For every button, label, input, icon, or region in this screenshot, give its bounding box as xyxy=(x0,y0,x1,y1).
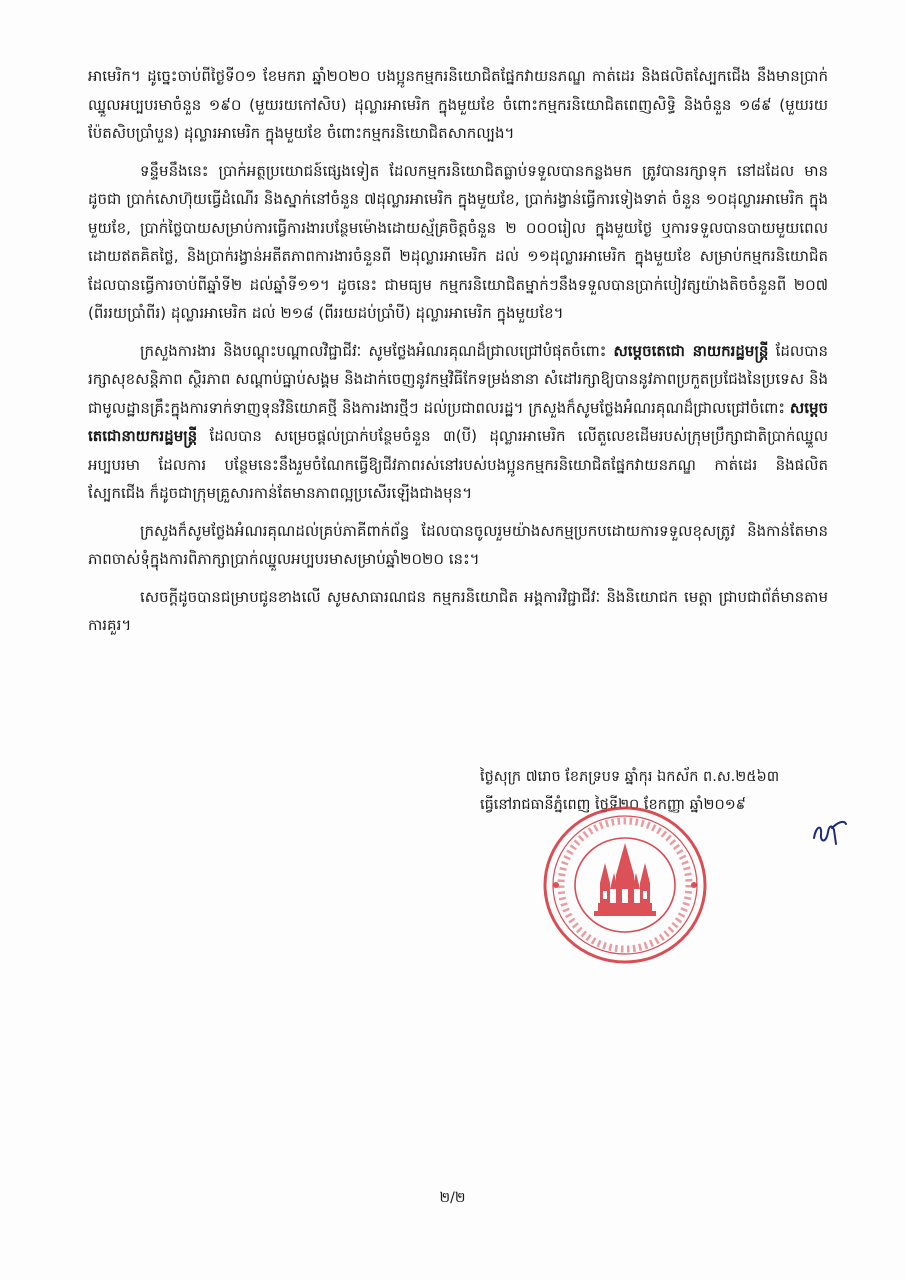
place-date: ធ្វើនៅរាជធានីភ្នំពេញ ថ្ងៃទី២០ ខែកញ្ញា ឆ្នាំ២០១៩ xyxy=(480,797,746,813)
paragraph-1: អាមេរិក។ ដូច្នេះចាប់ពីថ្ងៃទី០១ ខែមករា ឆ្នាំ២០២០ បងប្អូនកម្មករនិយោជិតផ្នែកវាយនភណ្ឌ កាត់ដេរ និងផលិតស្បែកជើង នឹងមានប្រាក់ឈ្នួលអប្បបរមាចំនួន ១៩០ (មួយរយកៅសិប) ដុល្លារអាមេរិក ក្នុងមួយខែ ចំពោះកម្មករនិយោជិតពេញសិទ្ធិ និងចំនួន ១៨៩ (មួយរយប៉ែតសិបប្រាំបួន) ដុល្លារអាមេរិក ក្នុងមួយខែ ចំពោះកម្មករនិយោជិតសាកល្បង។ xyxy=(88,67,828,142)
paragraph-3-intro: ក្រសួងការងារ និងបណ្តុះបណ្តាលវិជ្ជាជីវៈ សូមថ្លែងអំណរគុណដ៏ជ្រាលជ្រៅបំផុតចំពោះ xyxy=(140,341,614,360)
document-body xyxy=(88,62,828,649)
prime-minister-title-1: សម្តេចតេជោ នាយករដ្ឋមន្ត្រី xyxy=(613,341,769,360)
paragraph-5: សេចក្តីដូចបានជម្រាបជូនខាងលើ សូមសាធារណជន កម្មករនិយោជិត អង្គការវិជ្ជាជីវៈ និងនិយោជក មេត្តា ជ្រាបជាព័ត៌មានតាមការគួរ។ xyxy=(88,587,828,634)
paragraph-2: ទន្ទឹមនឹងនេះ ប្រាក់អត្ថប្រយោជន៍ផ្សេងទៀត ដែលកម្មករនិយោជិតធ្លាប់ទទួលបានកន្លងមក ត្រូវបានរក្សាទុក នៅដដែល មានដូចជា ប្រាក់សោហ៊ុយធ្វើដំណើរ និងស្នាក់នៅចំនួន ៧ដុល្លារអាមេរិក ក្នុងមួយខែ, ប្រាក់រង្វាន់ធ្វើការទៀងទាត់ ចំនួន ១០ដុល្លារអាមេរិក ក្នុងមួយខែ, ប្រាក់ថ្លៃបាយសម្រាប់ការធ្វើការងារបន្ថែមម៉ោងដោយស្ម័គ្រចិត្តចំនួន ២ ០០០រៀល ក្នុងមួយថ្ងៃ ឬការទទួលបានបាយមួយពេលដោយឥតគិតថ្លៃ, និងប្រាក់រង្វាន់អតីតភាពការងារចំនួនពី ២ដុល្លារអាមេរិក ដល់ ១១ដុល្លារអាមេរិក ក្នុងមួយខែ សម្រាប់កម្មករនិយោជិតដែលបានធ្វើការចាប់ពីឆ្នាំទី២ ដល់ឆ្នាំទី១១។ ដូចនេះ ជាមធ្យម កម្មករនិយោជិតម្នាក់ៗនឹងទទួលបានប្រាក់បៀវត្សយ៉ាងតិចចំនួនពី ២០៧ (ពីររយប្រាំពីរ) ដុល្លារអាមេរិក ដល់ ២១៨ (ពីររយដប់ប្រាំបី) ដុល្លារអាមេរិក ក្នុងមួយខែ។ xyxy=(88,161,828,322)
paragraph-3 xyxy=(88,337,828,508)
page-number: ២/២ xyxy=(439,1190,466,1206)
lunar-date: ថ្ងៃសុក្រ ៧រោច ខែភទ្របទ ឆ្នាំកុរ ឯកស័ក ព.ស.២៥៦៣ xyxy=(480,769,780,785)
paragraph-3-middle: ដែលបានរក្សាសុខសន្តិភាព ស្ថិរភាព សណ្តាប់ធ្នាប់សង្គម និងដាក់ចេញនូវកម្មវិធីកែទម្រង់នានា សំដៅរក្សាឱ្យបាននូវភាពប្រកួតប្រជែងនៃប្រទេស និងជាមូលដ្ឋានគ្រឹះក្នុងការទាក់ទាញទុនវិនិយោគថ្មី និងការងារថ្មីៗ ដល់ប្រជាពលរដ្ឋ។ ក្រសួងក៏សូមថ្លែងអំណរគុណដ៏ជ្រាលជ្រៅចំពោះ xyxy=(88,341,829,417)
prime-minister-title-2: សម្តេចតេជោនាយករដ្ឋមន្ត្រី xyxy=(88,398,828,445)
signature-icon xyxy=(808,818,848,850)
paragraph-3-end: ដែលបាន សម្រេចផ្តល់ប្រាក់បន្ថែមចំនួន ៣(បី) ដុល្លារអាមេរិក លើតួលេខដើមរបស់ក្រុមប្រឹក្សាជាតិប្រាក់ឈ្នួលអប្បបរមា ដែលការ បន្ថែមនេះនឹងរួមចំណែកធ្វើឱ្យជីវភាពរស់នៅរបស់បងប្អូនកម្មករនិយោជិតផ្នែកវាយនភណ្ឌ កាត់ដេរ និងផលិតស្បែកជើង ក៏ដូចជាក្រុមគ្រួសារកាន់តែមានភាពល្អប្រសើរឡើងជាងមុន។ xyxy=(88,427,828,502)
ministry-seal-icon xyxy=(540,803,710,968)
paragraph-4: ក្រសួងក៏សូមថ្លែងអំណរគុណដល់គ្រប់ភាគីពាក់ព័ន្ធ ដែលបានចូលរួមយ៉ាងសកម្មប្រកបដោយការទទួលខុសត្រូវ និងកាន់តែមានភាពចាស់ទុំក្នុងការពិភាក្សាប្រាក់ឈ្នួលអប្បបរមាសម្រាប់ឆ្នាំ២០២០ នេះ។ xyxy=(88,521,828,568)
